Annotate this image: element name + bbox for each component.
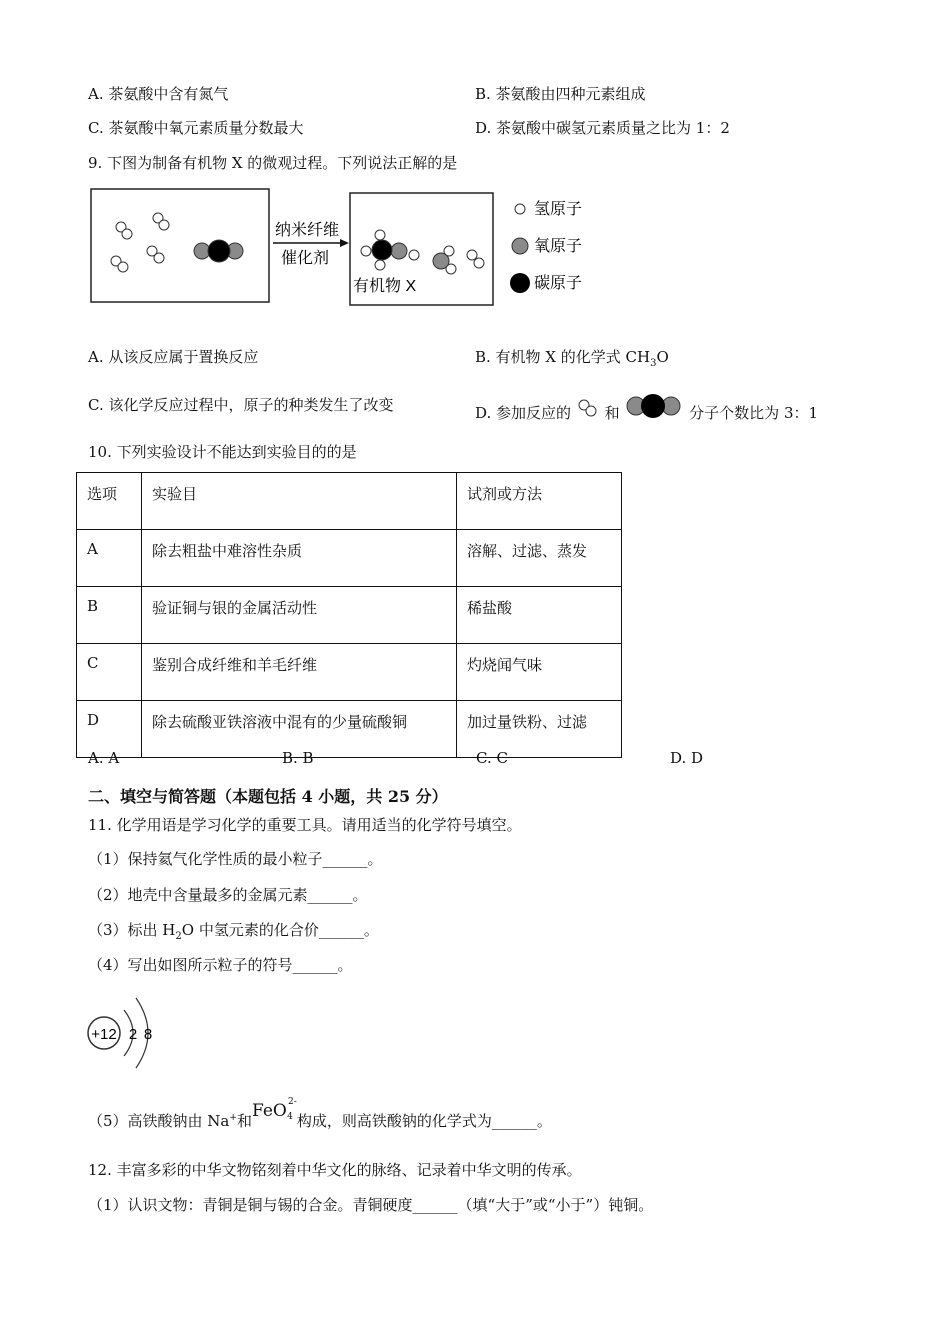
table-cell: A [77,530,142,587]
q12-part1: （1）认识文物：青铜是铜与锡的合金。青铜硬度______（填“大于”或“小于”）钝铜。 [88,1196,654,1214]
legend-hydrogen: 氢原子 [534,201,583,218]
table-cell: 除去粗盐中难溶性杂质 [142,530,457,587]
q11-stem: 11. 化学用语是学习化学的重要工具。请用适当的化学符号填空。 [88,816,522,834]
h2o-molecule [433,246,456,274]
table-row [77,530,622,587]
experiment-table [76,472,622,758]
q11-part4: （4）写出如图所示粒子的符号______。 [88,956,353,974]
shell1-electrons: 2 [128,1026,138,1043]
table-header-row [77,473,622,530]
reactants-box [91,189,269,302]
table-cell: 验证铜与银的金属活动性 [142,587,457,644]
table-row [77,587,622,644]
q10-option-b: B. B [282,749,314,767]
catalyst-label-1: 纳米纤维 [275,222,340,239]
legend-oxygen: 氧原子 [534,238,583,255]
q11-part2: （2）地壳中含量最多的金属元素______。 [88,886,368,904]
oxygen-legend-icon [512,238,528,254]
table-cell: C [77,644,142,701]
table-cell: D [77,701,142,758]
q9-option-a: A. 从该反应属于置换反应 [88,348,259,366]
q9-option-c: C. 该化学反应过程中，原子的种类发生了改变 [88,396,394,414]
q8-option-c: C. 茶氨酸中氧元素质量分数最大 [88,119,304,137]
table-cell: 加过量铁粉、过滤 [457,701,622,758]
table-cell: 灼烧闻气味 [457,644,622,701]
q8-option-a: A. 茶氨酸中含有氮气 [88,85,229,103]
q8-option-d: D. 茶氨酸中碳氢元素质量之比为 1：2 [475,119,730,137]
h2-molecule-icon [576,398,600,420]
carbon-legend-icon [510,273,530,293]
h2-molecule-product [467,250,484,268]
co2-molecule-icon [624,394,684,420]
legend-carbon: 碳原子 [534,275,583,292]
q10-option-c: C. C [476,749,508,767]
q9-option-b: B. 有机物 X 的化学式 $CH_3O$ [475,348,669,369]
reaction-diagram [85,183,605,313]
section-heading: 二、填空与简答题（本题包括 4 小题，共 25 分） [88,787,448,806]
q10-option-d: D. D [670,749,704,767]
shell2-electrons: 8 [143,1026,153,1043]
q11-part3: （3）标出 $H_2O$ 中氢元素的化合价______。 [88,921,379,942]
hydrogen-legend-icon [515,204,525,214]
table-cell: 除去硫酸亚铁溶液中混有的少量硫酸铜 [142,701,457,758]
q9-stem: 9. 下图为制备有机物 X 的微观过程。下列说法正解的是 [88,154,458,172]
atom-structure-diagram [84,990,164,1074]
table-row [77,701,622,758]
q10-option-a: A. A [88,749,120,767]
q8-option-b: B. 茶氨酸由四种元素组成 [475,85,646,103]
header-option: 选项 [77,473,142,530]
product-label: 有机物 X [353,278,417,295]
header-purpose: 实验目 [142,473,457,530]
table-row [77,644,622,701]
table-cell: 鉴别合成纤维和羊毛纤维 [142,644,457,701]
ch3oh-molecule [361,230,419,270]
q11-part5: （5）高铁酸钠由 Na+和FeO 2- 4 构成，则高铁酸钠的化学式为______。 [88,1097,552,1130]
table-cell: B [77,587,142,644]
q12-stem: 12. 丰富多彩的中华文物铭刻着中华文化的脉络、记录着中华文明的传承。 [88,1161,582,1179]
table-cell: 溶解、过滤、蒸发 [457,530,622,587]
ferrate-ion: FeO 2- 4 [251,1097,297,1122]
header-method: 试剂或方法 [457,473,622,530]
q11-part1: （1）保持氦气化学性质的最小粒子______。 [88,850,383,868]
q10-stem: 10. 下列实验设计不能达到实验目的的是 [88,443,357,461]
co2-molecule [194,240,243,262]
nucleus-charge: +12 [91,1026,117,1043]
table-cell: 稀盐酸 [457,587,622,644]
q9-option-d: D. 参加反应的 和 分子个数比为 3：1 [475,394,818,423]
catalyst-label-2: 催化剂 [281,250,330,267]
h2-molecules [111,213,169,272]
